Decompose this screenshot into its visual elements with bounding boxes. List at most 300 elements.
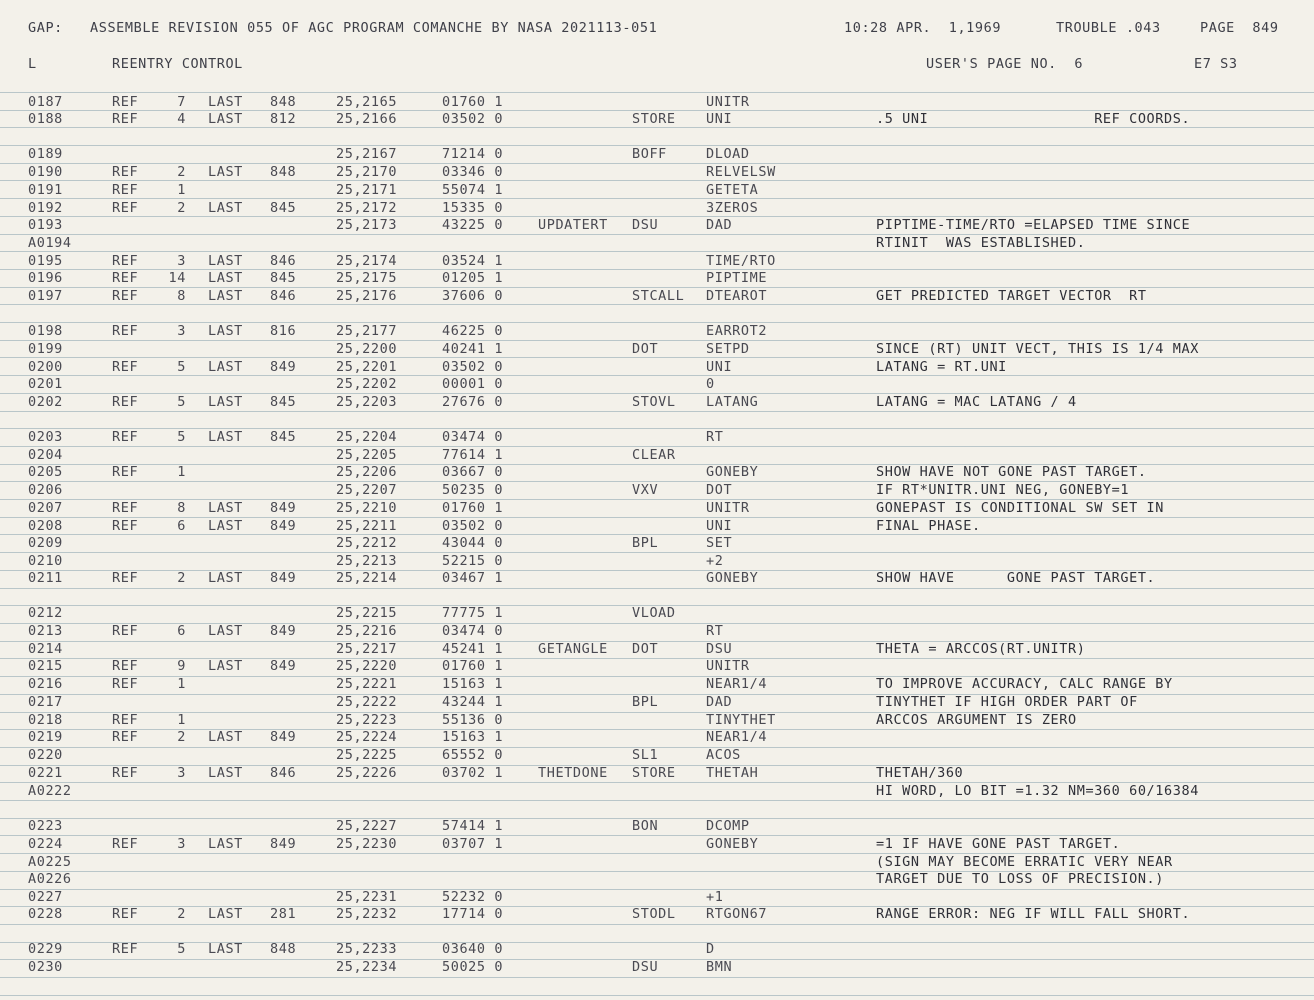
octal-word: 03467 1 (442, 570, 504, 586)
code-label: UPDATERT (538, 217, 608, 233)
operand: BMN (706, 959, 733, 975)
memory-address: 25,2173 (336, 217, 398, 233)
line-number: 0189 (28, 146, 63, 162)
octal-word: 17714 0 (442, 906, 504, 922)
memory-address: 25,2175 (336, 270, 398, 286)
memory-address: 25,2224 (336, 729, 398, 745)
operand: DAD (706, 217, 733, 233)
ref-marker: REF (112, 623, 139, 639)
ref-page: 816 (270, 323, 297, 339)
listing-row (0, 394, 1314, 412)
memory-address: 25,2213 (336, 553, 398, 569)
listing-row (0, 783, 1314, 801)
ruled-line (0, 924, 1314, 925)
line-number: 0198 (28, 323, 63, 339)
ref-marker: REF (112, 676, 139, 692)
ref-marker: REF (112, 111, 139, 127)
octal-word: 03502 0 (442, 518, 504, 534)
comment: =1 IF HAVE GONE PAST TARGET. (876, 836, 1121, 852)
listing-row (0, 906, 1314, 924)
octal-word: 50235 0 (442, 482, 504, 498)
ref-count: 5 (177, 394, 186, 410)
listing-row (0, 712, 1314, 730)
operand: RTGON67 (706, 906, 768, 922)
section-header (0, 56, 1314, 76)
memory-address: 25,2231 (336, 889, 398, 905)
listing-row (0, 429, 1314, 447)
opcode: VXV (632, 482, 659, 498)
opcode: STODL (632, 906, 676, 922)
comment: THETAH/360 (876, 765, 964, 781)
ref-count: 9 (177, 658, 186, 674)
octal-word: 50025 0 (442, 959, 504, 975)
line-number: A0222 (28, 783, 72, 799)
operand: GETETA (706, 182, 759, 198)
section-letter: L (28, 56, 37, 72)
line-number: 0191 (28, 182, 63, 198)
last-marker: LAST (208, 658, 243, 674)
listing-row (0, 111, 1314, 129)
listing-row (0, 359, 1314, 377)
line-number: 0211 (28, 570, 63, 586)
ref-marker: REF (112, 941, 139, 957)
ref-count: 2 (177, 906, 186, 922)
listing-row (0, 200, 1314, 218)
octal-word: 55074 1 (442, 182, 504, 198)
operand: GONEBY (706, 570, 759, 586)
ref-marker: REF (112, 518, 139, 534)
ref-page: 845 (270, 429, 297, 445)
ref-page: 848 (270, 94, 297, 110)
octal-word: 57414 1 (442, 818, 504, 834)
opcode: DSU (632, 959, 659, 975)
line-number: 0196 (28, 270, 63, 286)
last-marker: LAST (208, 94, 243, 110)
operand: THETAH (706, 765, 759, 781)
last-marker: LAST (208, 359, 243, 375)
line-number: 0204 (28, 447, 63, 463)
ref-count: 3 (177, 765, 186, 781)
ref-count: 2 (177, 200, 186, 216)
header-time: 10:28 APR. 1,1969 (844, 20, 1002, 36)
listing-row (0, 518, 1314, 536)
ref-page: 281 (270, 906, 297, 922)
comment: RTINIT WAS ESTABLISHED. (876, 235, 1086, 251)
ref-page: 849 (270, 359, 297, 375)
operand: ACOS (706, 747, 741, 763)
octal-word: 27676 0 (442, 394, 504, 410)
listing-row (0, 765, 1314, 783)
octal-word: 03667 0 (442, 464, 504, 480)
ref-page: 845 (270, 200, 297, 216)
listing-row (0, 959, 1314, 977)
operand: DTEAROT (706, 288, 768, 304)
ref-count: 7 (177, 94, 186, 110)
listing-row (0, 288, 1314, 306)
listing-row (0, 146, 1314, 164)
ref-marker: REF (112, 429, 139, 445)
listing-row (0, 818, 1314, 836)
octal-word: 43225 0 (442, 217, 504, 233)
ref-marker: REF (112, 729, 139, 745)
octal-word: 03474 0 (442, 429, 504, 445)
opcode: STORE (632, 111, 676, 127)
octal-word: 77614 1 (442, 447, 504, 463)
line-number: 0195 (28, 253, 63, 269)
line-number: 0213 (28, 623, 63, 639)
opcode: CLEAR (632, 447, 676, 463)
ref-page: 848 (270, 164, 297, 180)
last-marker: LAST (208, 765, 243, 781)
ref-count: 8 (177, 288, 186, 304)
comment: GONEPAST IS CONDITIONAL SW SET IN (876, 500, 1165, 516)
last-marker: LAST (208, 270, 243, 286)
line-number: 0228 (28, 906, 63, 922)
ref-marker: REF (112, 182, 139, 198)
ref-count: 2 (177, 729, 186, 745)
memory-address: 25,2217 (336, 641, 398, 657)
operand: UNITR (706, 500, 750, 516)
comment: ARCCOS ARGUMENT IS ZERO (876, 712, 1077, 728)
operand: GONEBY (706, 464, 759, 480)
comment: TINYTHET IF HIGH ORDER PART OF (876, 694, 1138, 710)
octal-word: 00001 0 (442, 376, 504, 392)
operand: UNI (706, 111, 733, 127)
line-number: 0223 (28, 818, 63, 834)
operand: D (706, 941, 715, 957)
ref-marker: REF (112, 359, 139, 375)
operand: DAD (706, 694, 733, 710)
memory-address: 25,2234 (336, 959, 398, 975)
memory-address: 25,2165 (336, 94, 398, 110)
listing-row (0, 570, 1314, 588)
octal-word: 15335 0 (442, 200, 504, 216)
last-marker: LAST (208, 200, 243, 216)
memory-address: 25,2226 (336, 765, 398, 781)
line-number: 0203 (28, 429, 63, 445)
listing-row (0, 447, 1314, 465)
ref-marker: REF (112, 253, 139, 269)
octal-word: 55136 0 (442, 712, 504, 728)
memory-address: 25,2215 (336, 605, 398, 621)
comment: HI WORD, LO BIT =1.32 NM=360 60/16384 (876, 783, 1199, 799)
last-marker: LAST (208, 836, 243, 852)
operand: NEAR1/4 (706, 729, 768, 745)
line-number: 0205 (28, 464, 63, 480)
section-title: REENTRY CONTROL (112, 56, 243, 72)
last-marker: LAST (208, 253, 243, 269)
memory-address: 25,2223 (336, 712, 398, 728)
octal-word: 43244 1 (442, 694, 504, 710)
ref-count: 3 (177, 836, 186, 852)
line-number: 0206 (28, 482, 63, 498)
last-marker: LAST (208, 906, 243, 922)
last-marker: LAST (208, 288, 243, 304)
octal-word: 03502 0 (442, 359, 504, 375)
operand: 0 (706, 376, 715, 392)
header-trouble: TROUBLE .043 (1056, 20, 1161, 36)
memory-address: 25,2222 (336, 694, 398, 710)
line-number: 0217 (28, 694, 63, 710)
operand: SETPD (706, 341, 750, 357)
ref-count: 5 (177, 941, 186, 957)
comment: RANGE ERROR: NEG IF WILL FALL SHORT. (876, 906, 1191, 922)
comment: (SIGN MAY BECOME ERRATIC VERY NEAR (876, 854, 1173, 870)
listing-row (0, 553, 1314, 571)
ref-count: 1 (177, 676, 186, 692)
comment: SHOW HAVE GONE PAST TARGET. (876, 570, 1156, 586)
ref-marker: REF (112, 836, 139, 852)
ref-page: 849 (270, 729, 297, 745)
octal-word: 65552 0 (442, 747, 504, 763)
opcode: BOFF (632, 146, 667, 162)
line-number: A0226 (28, 871, 72, 887)
line-number: A0225 (28, 854, 72, 870)
comment: LATANG = MAC LATANG / 4 (876, 394, 1077, 410)
line-number: 0197 (28, 288, 63, 304)
comment: FINAL PHASE. (876, 518, 981, 534)
listing-row (0, 235, 1314, 253)
octal-word: 03702 1 (442, 765, 504, 781)
last-marker: LAST (208, 941, 243, 957)
ref-count: 5 (177, 359, 186, 375)
memory-address: 25,2204 (336, 429, 398, 445)
memory-address: 25,2206 (336, 464, 398, 480)
ref-count: 2 (177, 164, 186, 180)
ref-marker: REF (112, 658, 139, 674)
comment: .5 UNI REF COORDS. (876, 111, 1191, 127)
listing-row (0, 535, 1314, 553)
ref-page: 846 (270, 288, 297, 304)
ref-count: 8 (177, 500, 186, 516)
ref-marker: REF (112, 164, 139, 180)
ref-marker: REF (112, 570, 139, 586)
header-page: PAGE 849 (1200, 20, 1279, 36)
line-number: 0187 (28, 94, 63, 110)
line-number: 0207 (28, 500, 63, 516)
line-number: 0216 (28, 676, 63, 692)
operand: DSU (706, 641, 733, 657)
listing-row (0, 341, 1314, 359)
octal-word: 01760 1 (442, 658, 504, 674)
operand: TINYTHET (706, 712, 776, 728)
last-marker: LAST (208, 394, 243, 410)
ref-marker: REF (112, 712, 139, 728)
line-number: 0219 (28, 729, 63, 745)
memory-address: 25,2207 (336, 482, 398, 498)
ref-marker: REF (112, 288, 139, 304)
opcode: BPL (632, 535, 659, 551)
memory-address: 25,2174 (336, 253, 398, 269)
ref-count: 5 (177, 429, 186, 445)
last-marker: LAST (208, 729, 243, 745)
memory-address: 25,2232 (336, 906, 398, 922)
opcode: VLOAD (632, 605, 676, 621)
opcode: SL1 (632, 747, 659, 763)
memory-address: 25,2214 (336, 570, 398, 586)
code-label: GETANGLE (538, 641, 608, 657)
line-number: 0188 (28, 111, 63, 127)
listing-row (0, 836, 1314, 854)
opcode: DSU (632, 217, 659, 233)
line-number: 0229 (28, 941, 63, 957)
ref-page: 849 (270, 623, 297, 639)
ref-page: 848 (270, 941, 297, 957)
line-number: 0224 (28, 836, 63, 852)
comment: TARGET DUE TO LOSS OF PRECISION.) (876, 871, 1165, 887)
listing-row (0, 747, 1314, 765)
octal-word: 71214 0 (442, 146, 504, 162)
octal-word: 77775 1 (442, 605, 504, 621)
line-number: 0215 (28, 658, 63, 674)
operand: RT (706, 623, 724, 639)
listing-row (0, 164, 1314, 182)
line-number: 0220 (28, 747, 63, 763)
last-marker: LAST (208, 111, 243, 127)
opcode: BON (632, 818, 659, 834)
listing-row (0, 253, 1314, 271)
operand: UNITR (706, 94, 750, 110)
code-label: THETDONE (538, 765, 608, 781)
octal-word: 52232 0 (442, 889, 504, 905)
last-marker: LAST (208, 164, 243, 180)
memory-address: 25,2216 (336, 623, 398, 639)
memory-address: 25,2220 (336, 658, 398, 674)
listing-row (0, 605, 1314, 623)
line-number: 0208 (28, 518, 63, 534)
line-number: 0190 (28, 164, 63, 180)
comment: PIPTIME-TIME/RTO =ELAPSED TIME SINCE (876, 217, 1191, 233)
operand: GONEBY (706, 836, 759, 852)
ruled-line (0, 977, 1314, 978)
ref-page: 845 (270, 394, 297, 410)
memory-address: 25,2205 (336, 447, 398, 463)
ref-count: 2 (177, 570, 186, 586)
comment: SHOW HAVE NOT GONE PAST TARGET. (876, 464, 1147, 480)
ref-count: 1 (177, 712, 186, 728)
ref-page: 846 (270, 765, 297, 781)
opcode: DOT (632, 641, 659, 657)
listing-row (0, 694, 1314, 712)
memory-address: 25,2177 (336, 323, 398, 339)
listing-row (0, 182, 1314, 200)
line-number: 0192 (28, 200, 63, 216)
listing-row (0, 658, 1314, 676)
ref-marker: REF (112, 270, 139, 286)
line-number: 0202 (28, 394, 63, 410)
octal-word: 03640 0 (442, 941, 504, 957)
operand: RT (706, 429, 724, 445)
memory-address: 25,2170 (336, 164, 398, 180)
ref-count: 3 (177, 323, 186, 339)
listing-row (0, 323, 1314, 341)
ref-page: 846 (270, 253, 297, 269)
operand: NEAR1/4 (706, 676, 768, 692)
ref-page: 849 (270, 658, 297, 674)
memory-address: 25,2203 (336, 394, 398, 410)
listing-row (0, 482, 1314, 500)
last-marker: LAST (208, 323, 243, 339)
last-marker: LAST (208, 429, 243, 445)
ref-marker: REF (112, 323, 139, 339)
memory-address: 25,2167 (336, 146, 398, 162)
octal-word: 03502 0 (442, 111, 504, 127)
listing-row (0, 270, 1314, 288)
octal-word: 01760 1 (442, 94, 504, 110)
ref-page: 849 (270, 570, 297, 586)
operand: PIPTIME (706, 270, 768, 286)
operand: 3ZEROS (706, 200, 759, 216)
ref-marker: REF (112, 394, 139, 410)
ruled-line (0, 588, 1314, 589)
listing-row (0, 500, 1314, 518)
ref-marker: REF (112, 200, 139, 216)
memory-address: 25,2227 (336, 818, 398, 834)
memory-address: 25,2202 (336, 376, 398, 392)
ref-count: 1 (177, 464, 186, 480)
octal-word: 01205 1 (442, 270, 504, 286)
listing-row (0, 464, 1314, 482)
opcode: BPL (632, 694, 659, 710)
line-number: 0221 (28, 765, 63, 781)
user-page-number: USER'S PAGE NO. 6 (926, 56, 1084, 72)
listing-row (0, 729, 1314, 747)
octal-word: 15163 1 (442, 676, 504, 692)
ref-count: 3 (177, 253, 186, 269)
ref-marker: REF (112, 500, 139, 516)
last-marker: LAST (208, 570, 243, 586)
opcode: DOT (632, 341, 659, 357)
operand: EARROT2 (706, 323, 768, 339)
operand: RELVELSW (706, 164, 776, 180)
listing-row (0, 641, 1314, 659)
ref-page: 849 (270, 500, 297, 516)
ref-count: 1 (177, 182, 186, 198)
ref-marker: REF (112, 906, 139, 922)
last-marker: LAST (208, 500, 243, 516)
memory-address: 25,2171 (336, 182, 398, 198)
operand: +2 (706, 553, 724, 569)
line-number: A0194 (28, 235, 72, 251)
listing-row (0, 376, 1314, 394)
operand: DLOAD (706, 146, 750, 162)
octal-word: 43044 0 (442, 535, 504, 551)
listing-row (0, 941, 1314, 959)
listing-row (0, 871, 1314, 889)
listing-header (0, 20, 1314, 40)
ref-count: 6 (177, 518, 186, 534)
line-number: 0199 (28, 341, 63, 357)
ref-count: 4 (177, 111, 186, 127)
ref-marker: REF (112, 94, 139, 110)
operand: UNITR (706, 658, 750, 674)
octal-word: 01760 1 (442, 500, 504, 516)
comment: SINCE (RT) UNIT VECT, THIS IS 1/4 MAX (876, 341, 1199, 357)
comment: GET PREDICTED TARGET VECTOR RT (876, 288, 1147, 304)
listing-row (0, 217, 1314, 235)
header-title: ASSEMBLE REVISION 055 OF AGC PROGRAM COMANCHE BY NASA 2021113-051 (90, 20, 658, 36)
memory-address: 25,2230 (336, 836, 398, 852)
line-number: 0193 (28, 217, 63, 233)
octal-word: 45241 1 (442, 641, 504, 657)
opcode: STORE (632, 765, 676, 781)
octal-word: 40241 1 (442, 341, 504, 357)
ref-marker: REF (112, 464, 139, 480)
operand: LATANG (706, 394, 759, 410)
operand: +1 (706, 889, 724, 905)
octal-word: 03707 1 (442, 836, 504, 852)
section-code: E7 S3 (1194, 56, 1238, 72)
